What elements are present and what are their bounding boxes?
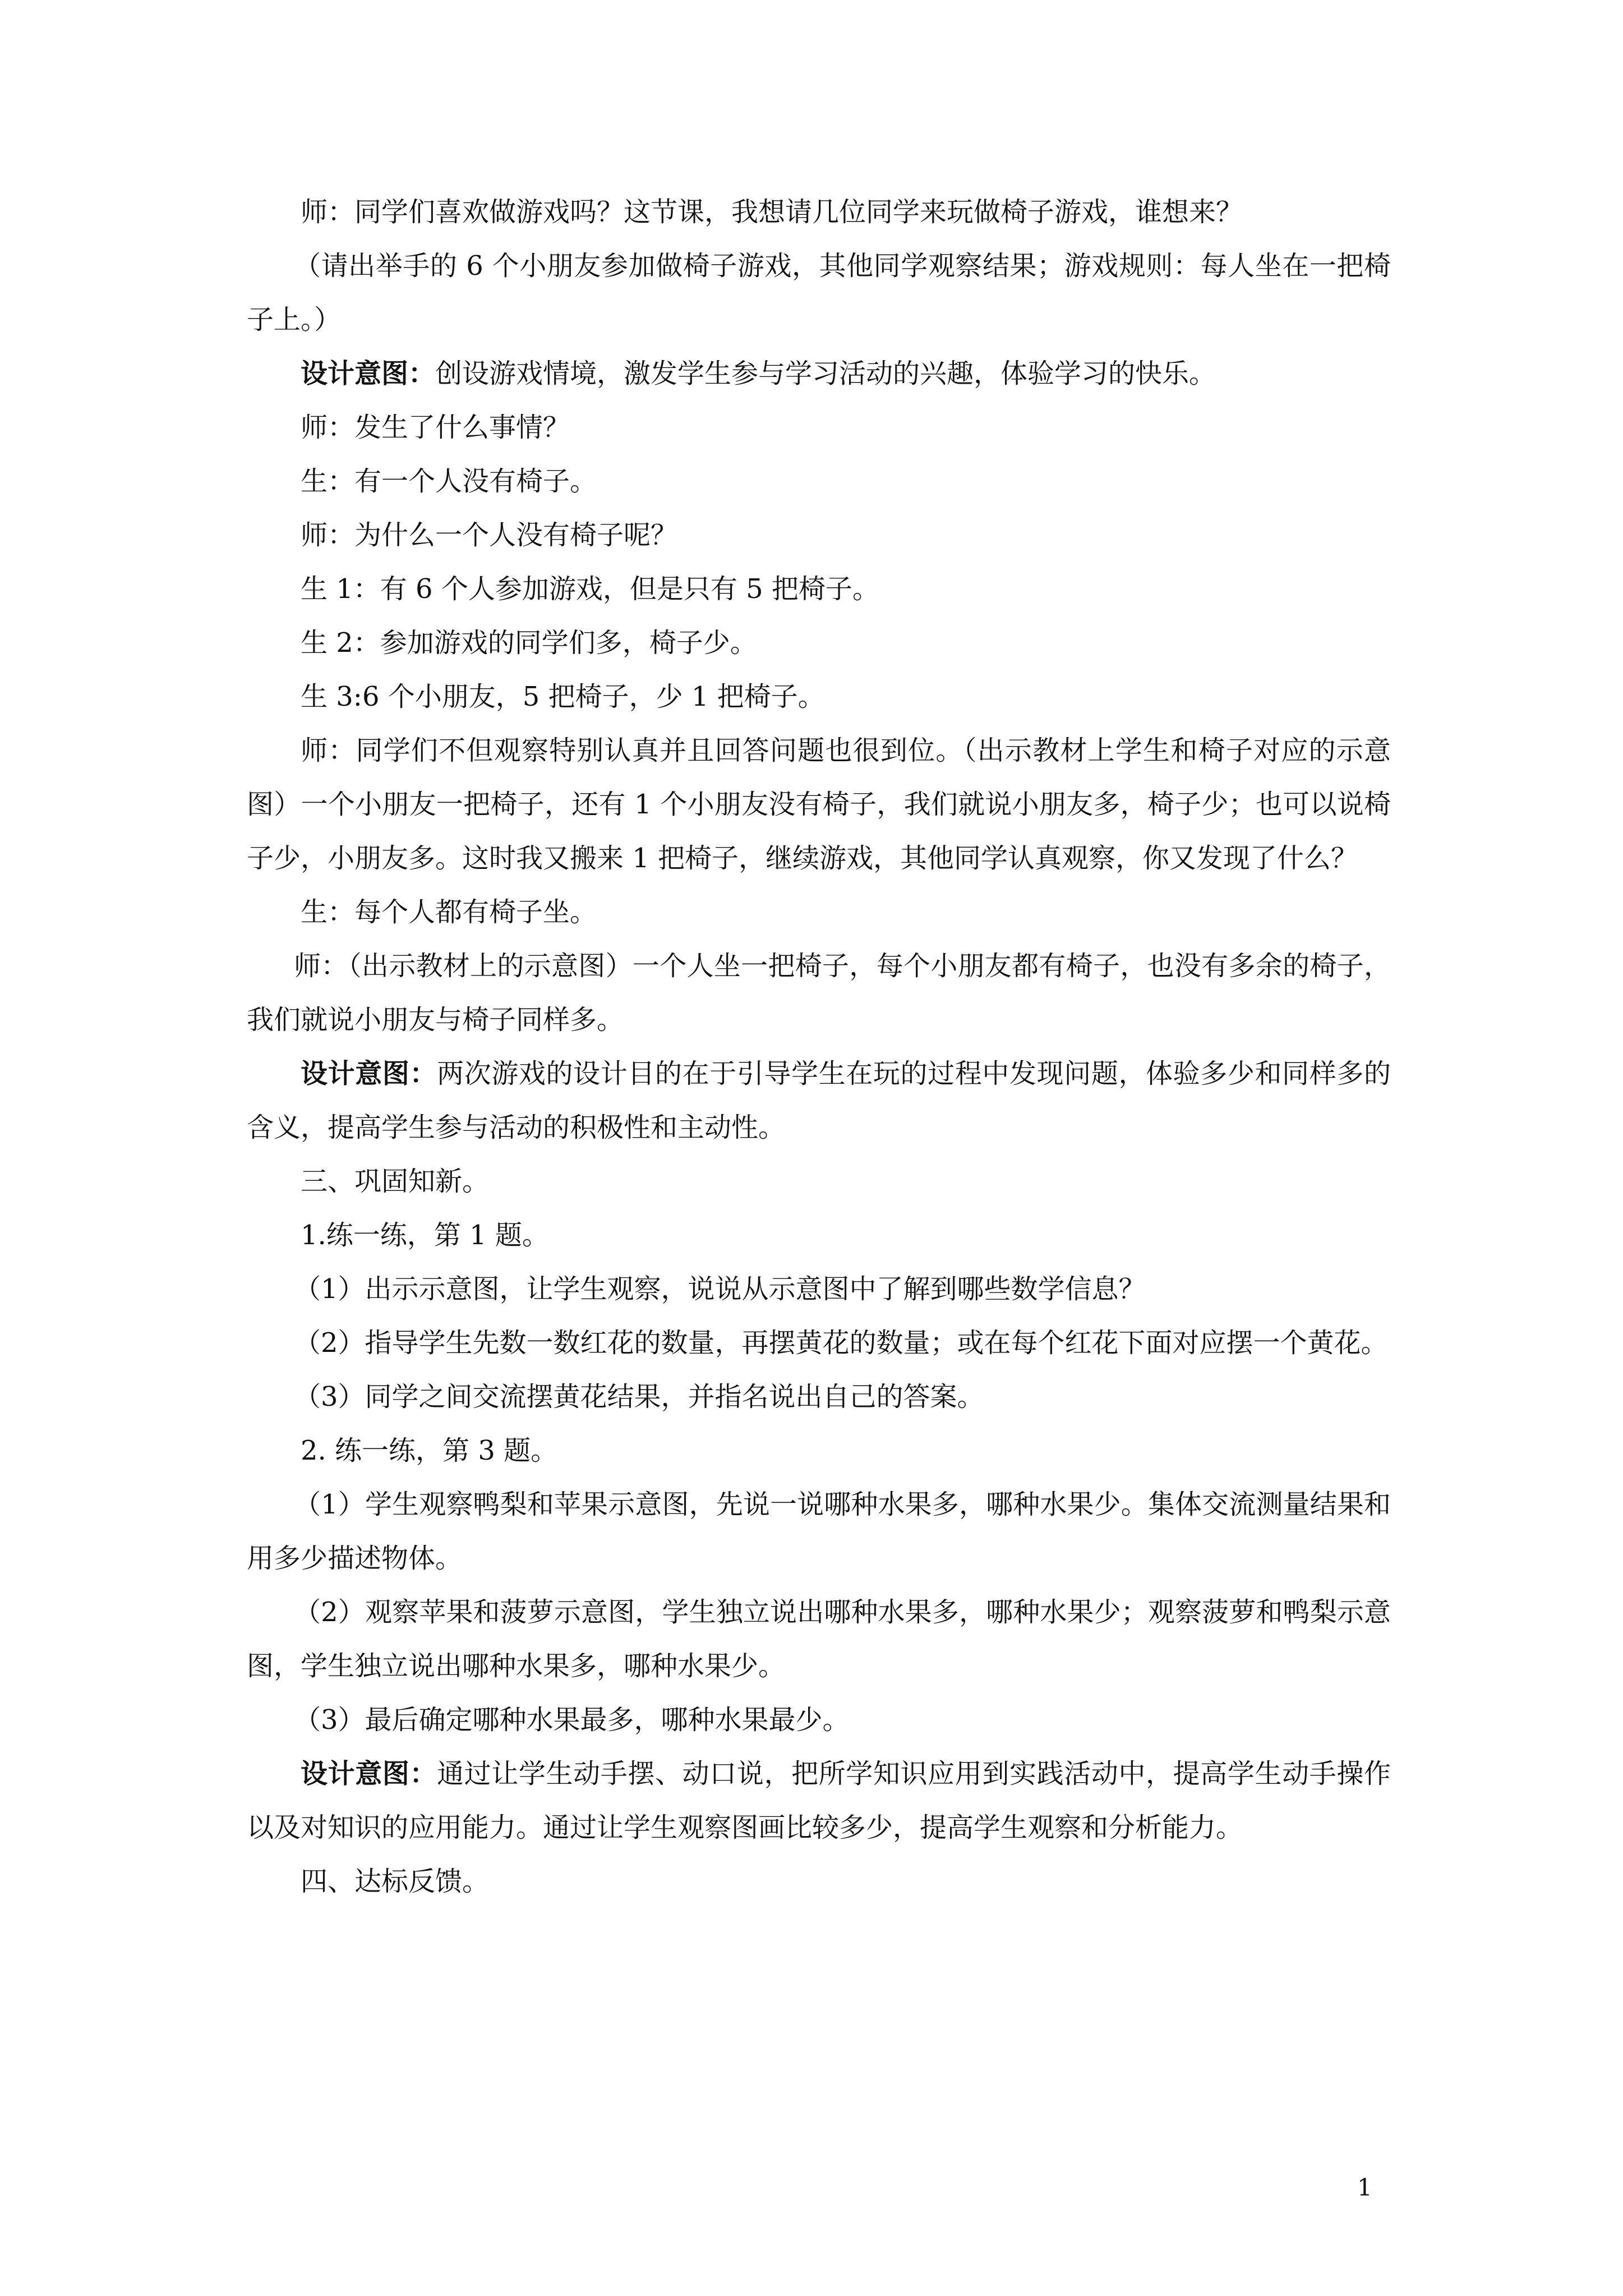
design-intent-text-1: 创设游戏情境，激发学生参与学习活动的兴趣，体验学习的快乐。 xyxy=(435,358,1216,389)
paragraph-22: （3）最后确定哪种水果最多，哪种水果最少。 xyxy=(294,1704,850,1736)
paragraph-17: （2）指导学生先数一数红花的数量，再摆黄花的数量；或在每个红花下面对应摆一个黄花。 xyxy=(294,1327,1388,1359)
paragraph-1: 师：同学们喜欢做游戏吗？这节课，我想请几位同学来玩做椅子游戏，谁想来？ xyxy=(301,196,1243,228)
paragraph-23 xyxy=(247,1747,1391,1855)
paragraph-7: 生 1：有 6 个人参加游戏，但是只有 5 把椅子。 xyxy=(301,573,879,605)
paragraph-20: （1）学生观察鸭梨和苹果示意图，先说一说哪种水果多，哪种水果少。集体交流测量结果和用多少描述物体。 xyxy=(247,1489,1391,1574)
paragraph-15: 1.练一练，第 1 题。 xyxy=(301,1220,549,1251)
paragraph-2: （请出举手的 6 个小朋友参加做椅子游戏，其他同学观察结果；游戏规则：每人坐在一把椅子上。） xyxy=(247,250,1391,335)
paragraph-5: 生：有一个人没有椅子。 xyxy=(301,466,597,497)
paragraph-14: 三、巩固知新。 xyxy=(301,1166,490,1197)
paragraph-16: （1）出示示意图，让学生观察，说说从示意图中了解到哪些数学信息？ xyxy=(294,1273,1146,1305)
paragraph-18: （3）同学之间交流摆黄花结果，并指名说出自己的答案。 xyxy=(294,1381,984,1412)
paragraph-9: 生 3:6 个小朋友，5 把椅子，少 1 把椅子。 xyxy=(301,681,825,712)
paragraph-19: 2. 练一练，第 3 题。 xyxy=(301,1435,558,1466)
design-intent-text-2: 两次游戏的设计目的在于引导学生在玩的过程中发现问题，体验多少和同样多的含义，提高学生参与活动的积极性和主动性。 xyxy=(247,1058,1391,1143)
paragraph-3 xyxy=(247,347,1391,401)
page-number: 1 xyxy=(1357,2174,1372,2201)
paragraph-13 xyxy=(247,1047,1391,1154)
paragraph-21: （2）观察苹果和菠萝示意图，学生独立说出哪种水果多，哪种水果少；观察菠萝和鸭梨示意图，学生独立说出哪种水果多，哪种水果少。 xyxy=(247,1596,1391,1682)
design-intent-label-1: 设计意图： xyxy=(301,358,436,389)
paragraph-11: 生：每个人都有椅子坐。 xyxy=(301,896,597,928)
paragraph-24: 四、达标反馈。 xyxy=(301,1866,490,1897)
design-intent-label-2: 设计意图： xyxy=(301,1058,437,1089)
paragraph-6: 师：为什么一个人没有椅子呢？ xyxy=(301,519,678,551)
design-intent-text-3: 通过让学生动手摆、动口说，把所学知识应用到实践活动中，提高学生动手操作以及对知识的应用能力。通过让学生观察图画比较多少，提高学生观察和分析能力。 xyxy=(247,1758,1391,1843)
paragraph-8: 生 2：参加游戏的同学们多，椅子少。 xyxy=(301,627,757,659)
paragraph-12: 师：（出示教材上的示意图）一个人坐一把椅子，每个小朋友都有椅子，也没有多余的椅子，我们就说小朋友与椅子同样多。 xyxy=(247,950,1391,1036)
paragraph-4: 师：发生了什么事情？ xyxy=(301,412,570,443)
design-intent-label-3: 设计意图： xyxy=(301,1758,437,1789)
paragraph-10: 师：同学们不但观察特别认真并且回答问题也很到位。（出示教材上学生和椅子对应的示意图）一个小朋友一把椅子，还有 1 个小朋友没有椅子，我们就说小朋友多，椅子少；也可以说椅子少，小朋友多。这时我又搬来 1 把椅子，继续游戏，其他同学认真观察，你又发现了什么？ xyxy=(247,735,1391,874)
document-body xyxy=(247,185,1391,1908)
